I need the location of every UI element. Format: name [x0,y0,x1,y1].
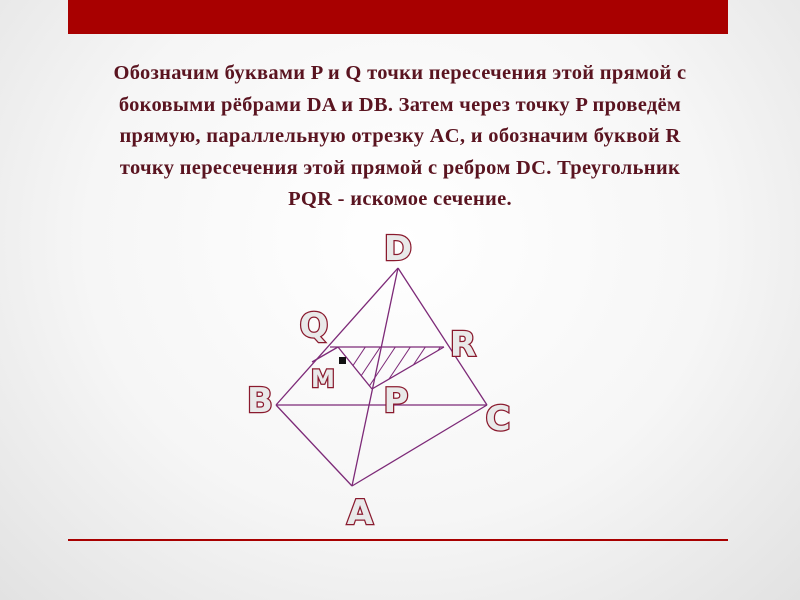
edge-DA [352,268,398,486]
text-line-5: PQR - искомое сечение. [288,188,512,210]
vertex-label-R: R [449,325,477,365]
edge-BA [276,405,352,486]
vertex-label-A: A [346,493,374,533]
vertex-label-B: B [247,381,273,421]
vertex-label-P: P [383,381,409,421]
vertex-label-M: M [311,365,335,393]
vertex-label-D: D [383,229,413,269]
text-line-3: прямую, параллельную отрезку AC, и обозначим буквой R [119,125,681,147]
edge-AC [352,405,487,486]
point-marker [339,357,346,364]
text-line-2: боковыми рёбрами DA и DB. Затем через точку P проведём [118,93,682,116]
vertex-label-Q: Q [299,306,329,346]
vertex-label-C: C [485,399,511,439]
text-line-1: Обозначим буквами P и Q точки пересечения этой прямой с [113,62,687,84]
footer-line [68,539,728,541]
text-line-4: точку пересечения этой прямой с ребром DC. Треугольник [119,156,681,179]
